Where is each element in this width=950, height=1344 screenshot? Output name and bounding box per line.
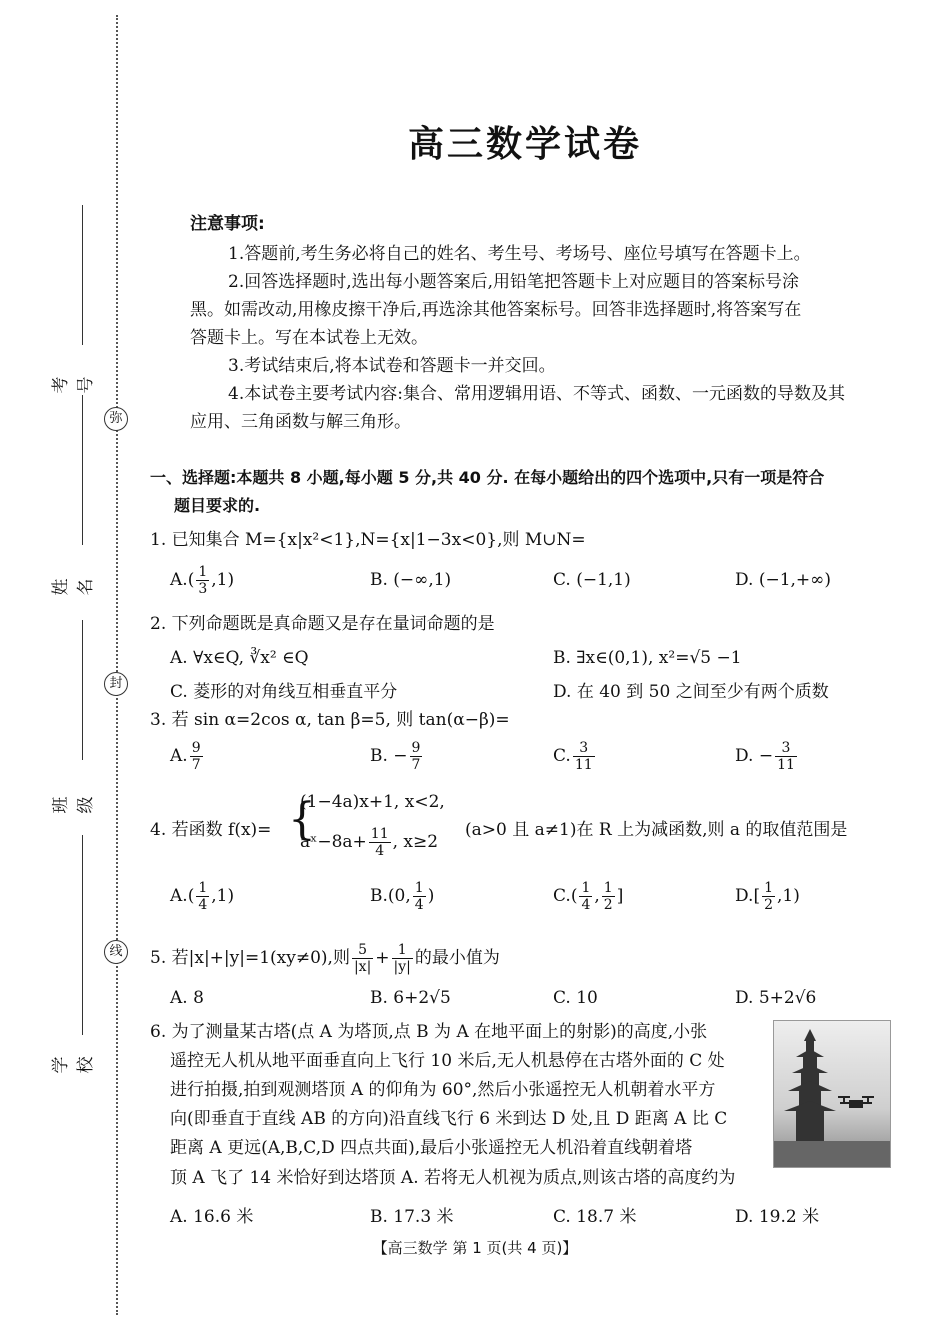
seal-char-xian: 线 — [104, 940, 128, 964]
question-6-line: 向(即垂直于直线 AB 的方向)沿直线飞行 6 米到达 D 处,且 D 距离 A 比 C — [170, 1109, 728, 1129]
notice-line: 1.答题前,考生务必将自己的姓名、考生号、考场号、座位号填写在答题卡上。 — [228, 244, 811, 264]
section-heading: 一、选择题:本题共 8 小题,每小题 5 分,共 40 分. 在每小题给出的四个选项中,只有一项是符合 — [150, 468, 825, 487]
q5-option-a: A. 8 — [170, 988, 204, 1008]
frac-one-third: $\frac{1}{3}$ — [198, 564, 208, 597]
q4-case-2 — [300, 826, 438, 859]
frac-1-4: $\frac{1}{4}$ — [581, 880, 591, 913]
q4-option-b: B.(0, $\frac{1}{4}$ ) — [370, 880, 435, 913]
q4-case-2-tail: , x≥2 — [392, 832, 439, 852]
question-5-stem: 5. 若|x|+|y|=1(xy≠0),则 $\frac{5}{|x|}$ + $\frac{1}{|y|}$ 的最小值为 — [150, 942, 500, 975]
page-title: 高三数学试卷 — [407, 124, 642, 165]
q1-option-c: C. (−1,1) — [553, 570, 631, 590]
question-2-stem: 2. 下列命题既是真命题又是存在量词命题的是 — [150, 614, 495, 634]
notice-line: 应用、三角函数与解三角形。 — [190, 412, 411, 432]
exam-number-label: 考号 — [51, 376, 96, 394]
q2-option-c: C. 菱形的对角线互相垂直平分 — [170, 682, 398, 702]
q3-b-label: B. − — [370, 746, 408, 766]
seal-char-feng: 封 — [104, 672, 128, 696]
pagoda-illustration — [774, 1021, 890, 1167]
section-heading-cont: 题目要求的. — [174, 496, 261, 515]
frac-1-4: $\frac{1}{4}$ — [414, 880, 424, 913]
q3-option-c — [553, 740, 597, 773]
frac-1-2: $\frac{1}{2}$ — [603, 880, 613, 913]
notice-line: 黑。如需改动,用橡皮擦干净后,再选涂其他答案标号。回答非选择题时,将答案写在 — [190, 300, 802, 320]
frac-1-abs-y: $\frac{1}{|y|}$ — [393, 942, 411, 975]
question-6-line: 进行拍摄,拍到观测塔顶 A 的仰角为 60°,然后小张遥控无人机朝着水平方 — [170, 1080, 716, 1100]
q4-case-1: (1−4a)x+1, x<2, — [300, 792, 445, 812]
q4-option-a: A.( $\frac{1}{4}$ ,1) — [170, 880, 235, 913]
frac-9-7: $\frac{9}{7}$ — [191, 740, 201, 773]
q4-option-c: C.( $\frac{1}{4}$ , $\frac{1}{2}$ ] — [553, 880, 624, 913]
q4-case-2-text: aˣ−8a+ — [300, 832, 367, 852]
q6-option-c: C. 18.7 米 — [553, 1207, 637, 1227]
question-4-stem-pre: 4. 若函数 f(x)= — [150, 820, 272, 840]
q5-stem-pre: 5. 若|x|+|y|=1(xy≠0),则 — [150, 948, 350, 968]
exam-number-line — [82, 205, 83, 345]
q2-option-d: D. 在 40 到 50 之间至少有两个质数 — [553, 682, 829, 702]
frac-3-11: $\frac{3}{11}$ — [777, 740, 795, 773]
piecewise-brace: { — [288, 794, 316, 845]
q1-a-label: A. — [170, 570, 188, 590]
page-footer: 【高三数学 第 1 页(共 4 页)】 — [372, 1239, 578, 1257]
q4-d-label: D. — [735, 886, 754, 906]
seal-dashed-line — [116, 15, 118, 1315]
q3-c-label: C. — [553, 746, 571, 766]
pagoda-drone-image — [773, 1020, 891, 1168]
q6-option-a: A. 16.6 米 — [170, 1207, 254, 1227]
q3-option-b — [370, 740, 424, 773]
school-line — [82, 835, 83, 1035]
q3-option-d — [735, 740, 799, 773]
frac-3-11: $\frac{3}{11}$ — [574, 740, 593, 773]
question-4-stem-post: (a>0 且 a≠1)在 R 上为减函数,则 a 的取值范围是 — [465, 820, 848, 840]
school-label: 学校 — [51, 1056, 96, 1074]
frac-1-2: $\frac{1}{2}$ — [764, 880, 773, 913]
notice-heading: 注意事项: — [190, 214, 265, 234]
q1-option-b: B. (−∞,1) — [370, 570, 452, 590]
q3-option-a — [170, 740, 205, 773]
frac-9-7: $\frac{9}{7}$ — [411, 740, 421, 773]
question-6-line: 遥控无人机从地平面垂直向上飞行 10 米后,无人机悬停在古塔外面的 C 处 — [170, 1051, 725, 1071]
q4-option-d: D.[ $\frac{1}{2}$ ,1) — [735, 880, 800, 913]
q5-option-c: C. 10 — [553, 988, 598, 1008]
notice-line: 2.回答选择题时,选出每小题答案后,用铅笔把答题卡上对应题目的答案标号涂 — [228, 272, 800, 292]
q4-a-label: A. — [170, 886, 188, 906]
notice-line: 4.本试卷主要考试内容:集合、常用逻辑用语、不等式、函数、一元函数的导数及其 — [228, 384, 845, 404]
frac-5-abs-x: $\frac{5}{|x|}$ — [353, 942, 372, 975]
question-3-stem: 3. 若 sin α=2cos α, tan β=5, 则 tan(α−β)= — [150, 710, 510, 730]
name-line — [82, 395, 83, 545]
q3-d-label: D. − — [735, 746, 774, 766]
notice-line: 答题卡上。写在本试卷上无效。 — [190, 328, 428, 348]
q4-c-label: C. — [553, 886, 571, 906]
question-6-line: 距离 A 更远(A,B,C,D 四点共面),最后小张遥控无人机沿着直线朝着塔 — [170, 1138, 693, 1158]
frac-11-4: $\frac{11}{4}$ — [370, 826, 389, 859]
q5-option-b: B. 6+2√5 — [370, 988, 451, 1008]
q6-option-d: D. 19.2 米 — [735, 1207, 820, 1227]
class-line — [82, 620, 83, 760]
question-6-line: 顶 A 飞了 14 米恰好到达塔顶 A. 若将无人机视为质点,则该古塔的高度约为 — [170, 1168, 736, 1188]
question-1-stem: 1. 已知集合 M={x|x²<1},N={x|1−3x<0},则 M∪N= — [150, 530, 586, 550]
frac-1-4: $\frac{1}{4}$ — [198, 880, 208, 913]
class-label: 班级 — [51, 796, 96, 814]
seal-char-mi: 弥 — [104, 407, 128, 431]
q5-stem-post: 的最小值为 — [414, 948, 500, 968]
q1-option-d: D. (−1,+∞) — [735, 570, 831, 590]
q6-option-b: B. 17.3 米 — [370, 1207, 454, 1227]
notice-line: 3.考试结束后,将本试卷和答题卡一并交回。 — [228, 356, 556, 376]
q2-option-b: B. ∃x∈(0,1), x²=√5 −1 — [553, 648, 742, 668]
name-label: 姓名 — [51, 578, 96, 596]
q5-option-d: D. 5+2√6 — [735, 988, 817, 1008]
binding-margin — [0, 0, 140, 1344]
q2-option-a: A. ∀x∈Q, ∛x² ∈Q — [170, 648, 309, 668]
q1-a-tail: ,1) — [211, 570, 235, 590]
q4-b-label: B. — [370, 886, 388, 906]
q3-a-label: A. — [170, 746, 188, 766]
q1-option-a: A.( $\frac{1}{3}$ ,1) — [170, 564, 235, 597]
question-6-line: 6. 为了测量某古塔(点 A 为塔顶,点 B 为 A 在地平面上的射影)的高度,小张 — [150, 1022, 708, 1042]
